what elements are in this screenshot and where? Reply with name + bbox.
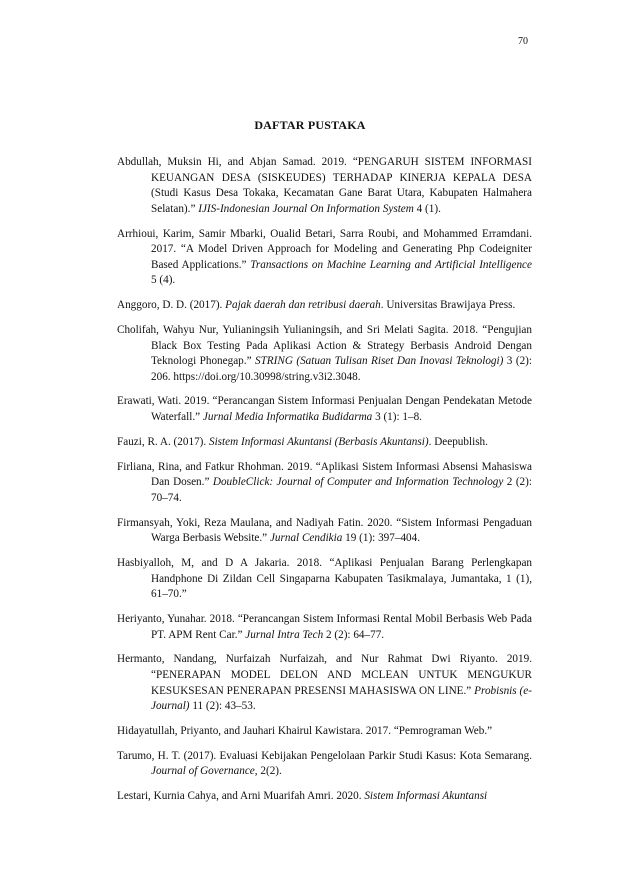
- reference-text: 2 (2): 64–77.: [323, 628, 385, 641]
- reference-source: Sistem Informasi Akuntansi (Berbasis Akuntansi): [208, 435, 429, 448]
- reference-entry: [117, 394, 532, 425]
- reference-entry: [117, 155, 532, 217]
- reference-entry: [117, 227, 532, 289]
- page-title: DAFTAR PUSTAKA: [254, 118, 366, 132]
- reference-text: Arrhioui, Karim, Samir Mbarki, Oualid Betari, Sarra Roubi, and Mohammed Erramdani. 2017. “A Model Driven Approach for Modeling and Generating Php Codeigniter Based Applications.”: [117, 227, 532, 271]
- reference-text: 19 (1): 397–404.: [342, 532, 421, 545]
- reference-text: 3 (2): 206. https://doi.org/10.30998/string.v3i2.3048.: [151, 355, 532, 383]
- reference-source: Probisnis (e-Journal): [151, 684, 532, 713]
- reference-text: Hasbiyalloh, M, and D A Jakaria. 2018. “Aplikasi Penjualan Barang Perlengkapan Handphone Di Zildan Cell Singaparna Kabupaten Tasikmalaya, Jumantaka, 1 (1), 61–70.”: [117, 556, 532, 601]
- reference-source: Journal of Governance: [151, 765, 255, 778]
- reference-source: Jurnal Media Informatika Budidarma: [202, 411, 373, 424]
- reference-text: Heriyanto, Yunahar. 2018. “Perancangan Sistem Informasi Rental Mobil Berbasis Web Pada PT. APM Rent Car.”: [117, 612, 532, 641]
- page-number: 70: [518, 36, 528, 47]
- reference-text: Abdullah, Muksin Hi, and Abjan Samad. 2019. “PENGARUH SISTEM INFORMASI KEUANGAN DESA (SISKEUDES) TERHADAP KINERJA KEPALA DESA (Studi Kasus Desa Tokaka, Kecamatan Gane Barat Utara, Kabupaten Halmahera Selatan).”: [117, 156, 532, 215]
- reference-text: 3 (1): 1–8.: [372, 411, 422, 424]
- reference-text: Fauzi, R. A. (2017).: [117, 435, 209, 448]
- reference-text: Tarumo, H. T. (2017). Evaluasi Kebijakan Pengelolaan Parkir Studi Kasus: Kota Semarang.: [117, 749, 532, 762]
- reference-entry: [117, 749, 532, 780]
- reference-entry: [117, 724, 532, 740]
- reference-source: STRING (Satuan Tulisan Riset Dan Inovasi Teknologi): [254, 355, 504, 368]
- reference-list: [117, 155, 532, 814]
- reference-text: Firliana, Rina, and Fatkur Rhohman. 2019. “Aplikasi Sistem Informasi Absensi Mahasiswa Dan Dosen.”: [117, 460, 532, 489]
- reference-source: DoubleClick: Journal of Computer and Information Technology: [212, 476, 504, 489]
- reference-entry: [117, 789, 532, 805]
- reference-text: Cholifah, Wahyu Nur, Yulianingsih Yulianingsih, and Sri Melati Sagita. 2018. “Pengujian Black Box Testing Pada Aplikasi Action & Strategy Berbasis Android Dengan Teknologi Phonegap.”: [117, 323, 532, 368]
- reference-text: , 2(2).: [254, 765, 282, 778]
- reference-source: Pajak daerah dan retribusi daerah: [225, 299, 381, 312]
- reference-text: 5 (4).: [151, 274, 176, 287]
- reference-entry: [117, 298, 532, 314]
- reference-text: . Universitas Brawijaya Press.: [380, 299, 516, 312]
- reference-entry: [117, 652, 532, 714]
- reference-entry: [117, 435, 532, 451]
- reference-entry: [117, 556, 532, 603]
- reference-text: Erawati, Wati. 2019. “Perancangan Sistem Informasi Penjualan Dengan Pendekatan Metode Waterfall.”: [117, 395, 532, 424]
- reference-source: Jurnal Intra Tech: [245, 628, 324, 641]
- reference-source: Sistem Informasi Akuntansi: [364, 790, 488, 803]
- reference-text: 2 (2): 70–74.: [151, 476, 532, 504]
- reference-text: . Deepublish.: [428, 435, 488, 448]
- reference-entry: [117, 516, 532, 547]
- reference-entry: [117, 612, 532, 643]
- reference-text: Firmansyah, Yoki, Reza Maulana, and Nadiyah Fatin. 2020. “Sistem Informasi Pengaduan Warga Berbasis Website.”: [117, 516, 532, 545]
- reference-source: Transactions on Machine Learning and Artificial Intelligence: [250, 258, 532, 271]
- reference-entry: [117, 323, 532, 385]
- reference-source: IJIS-Indonesian Journal On Information System: [198, 202, 414, 215]
- reference-text: Anggoro, D. D. (2017).: [117, 299, 226, 312]
- reference-text: Lestari, Kurnia Cahya, and Arni Muarifah Amri. 2020.: [117, 790, 365, 803]
- reference-entry: [117, 460, 532, 507]
- reference-source: Jurnal Cendikia: [269, 532, 343, 545]
- reference-text: 4 (1).: [413, 202, 441, 215]
- reference-text: 11 (2): 43–53.: [189, 700, 256, 713]
- reference-text: Hermanto, Nandang, Nurfaizah Nurfaizah, and Nur Rahmat Dwi Riyanto. 2019. “PENERAPAN MODEL DELON AND MCLEAN UNTUK MENGUKUR KESUKSESAN PENERAPAN PRESENSI MAHASISWA ON LINE.”: [117, 653, 532, 697]
- reference-text: Hidayatullah, Priyanto, and Jauhari Khairul Kawistara. 2017. “Pemrograman Web.”: [117, 724, 493, 737]
